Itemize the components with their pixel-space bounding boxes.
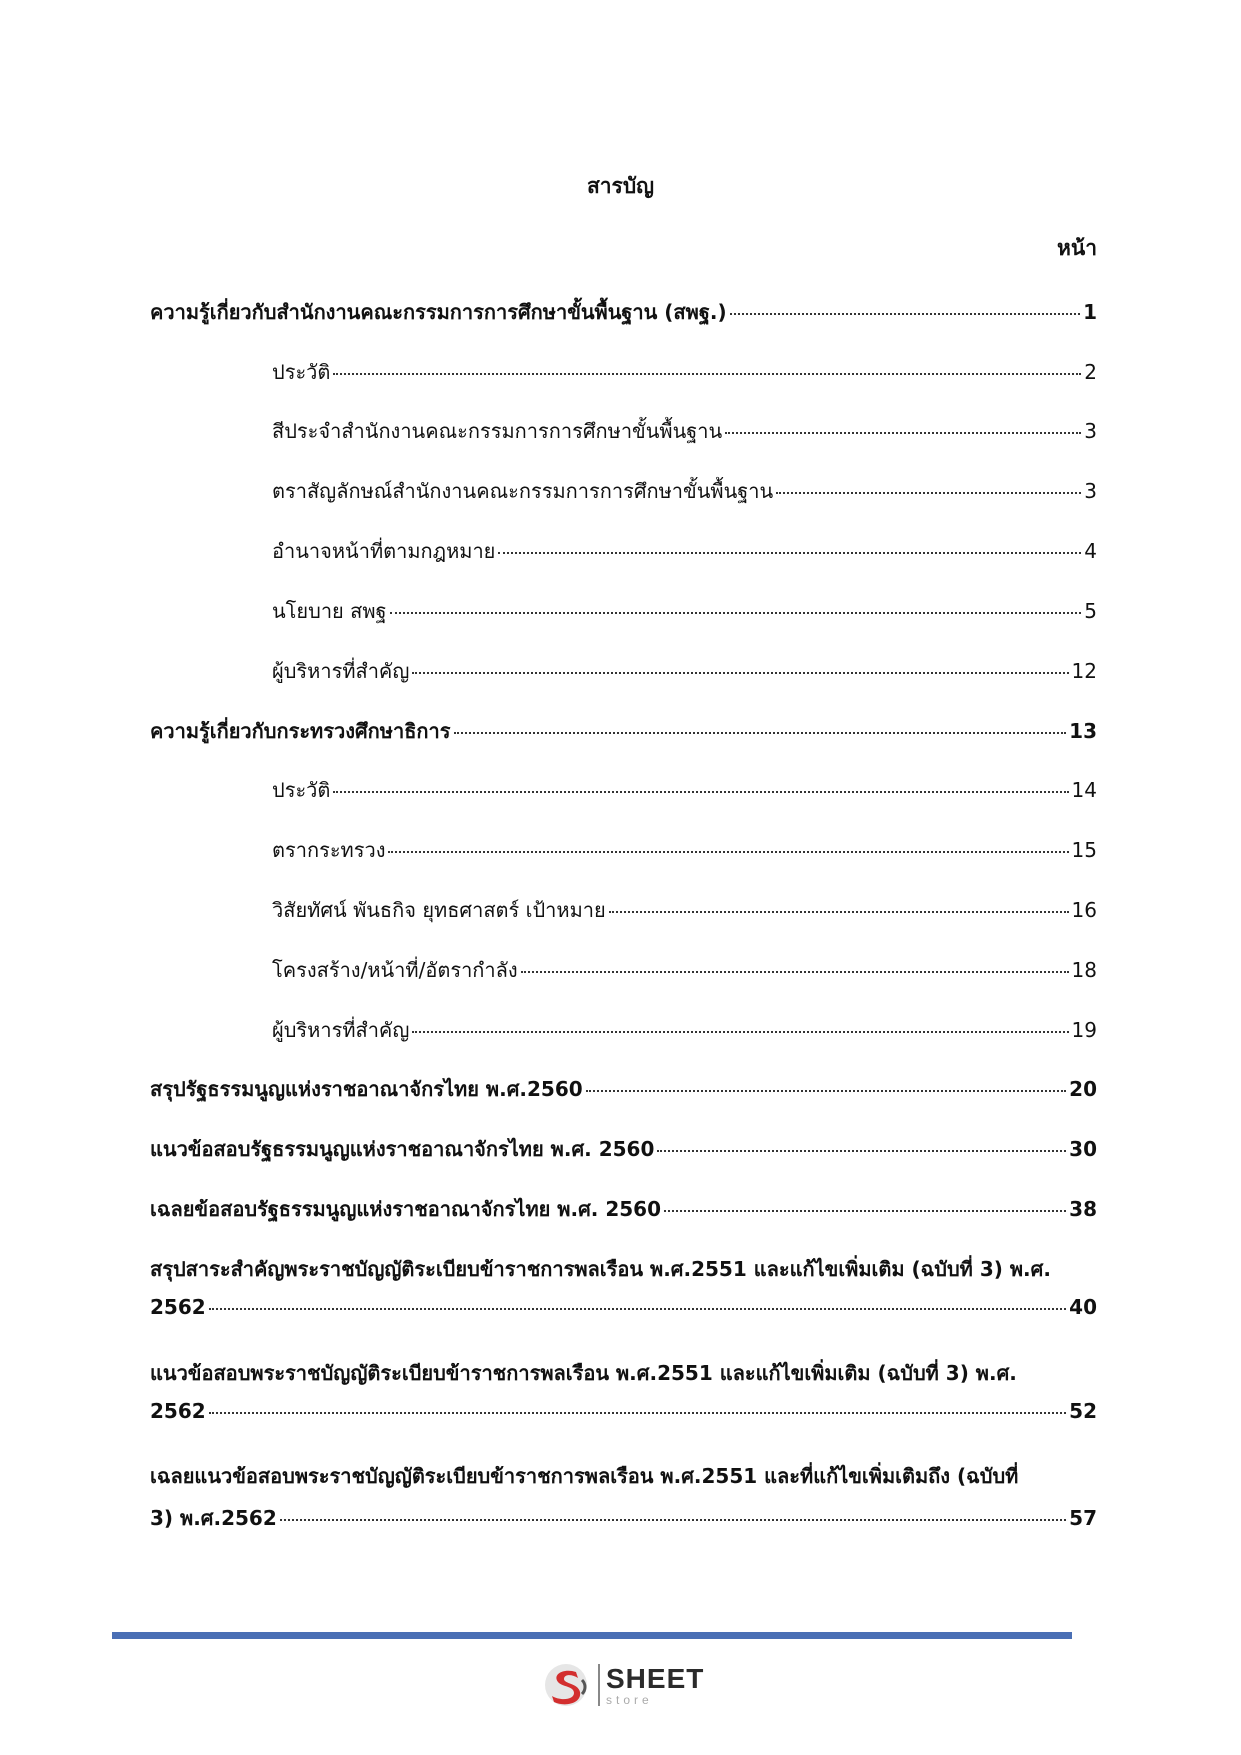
toc-entry-line1[interactable]: แนวข้อสอบพระราชบัญญัติระเบียบข้าราชการพลเรือน พ.ศ.2551 และแก้ไขเพิ่มเติม (ฉบับที่ 3) พ.ศ. <box>150 1361 1017 1385</box>
page-title: สารบัญ <box>586 174 655 198</box>
toc-entry-text: ผู้บริหารที่สำคัญ <box>272 1018 410 1042</box>
toc-entry-text: แนวข้อสอบรัฐธรรมนูญแห่งราชอาณาจักรไทย พ.ศ. 2560 <box>150 1137 655 1161</box>
leader-dots <box>388 850 1068 853</box>
toc-entry-text: 3) พ.ศ.2562 <box>150 1506 277 1530</box>
toc-entry-page: 14 <box>1071 778 1097 802</box>
leader-dots <box>498 551 1081 554</box>
toc-entry-text: ประวัติ <box>272 778 331 802</box>
toc-entry-page: 57 <box>1069 1506 1097 1530</box>
toc-entry-page: 19 <box>1071 1018 1097 1042</box>
toc-entry[interactable] <box>150 296 1097 328</box>
toc-entry-page: 1 <box>1083 300 1097 324</box>
toc-subentry[interactable] <box>272 834 1097 866</box>
sheet-store-logo <box>542 1660 712 1710</box>
toc-entry-page: 40 <box>1069 1295 1097 1319</box>
toc-entry-page: 2 <box>1084 360 1097 384</box>
toc-entry-text: ตรากระทรวง <box>272 838 386 862</box>
toc-subentry[interactable] <box>272 475 1097 507</box>
logo-name: SHEET <box>606 1662 705 1694</box>
toc-entry-page: 18 <box>1071 958 1097 982</box>
toc-entry-page: 20 <box>1069 1077 1097 1101</box>
leader-dots <box>333 790 1068 793</box>
logo-divider <box>598 1664 600 1706</box>
toc-entry-line1[interactable]: เฉลยแนวข้อสอบพระราชบัญญัติระเบียบข้าราชการพลเรือน พ.ศ.2551 และที่แก้ไขเพิ่มเติมถึง (ฉบับที่ <box>150 1464 1019 1488</box>
leader-dots <box>609 910 1069 913</box>
toc-subentry[interactable] <box>272 415 1097 447</box>
toc-entry-page: 12 <box>1071 659 1097 683</box>
leader-dots <box>521 970 1069 973</box>
footer-bar <box>112 1632 1072 1639</box>
toc-entry-text: ตราสัญลักษณ์สำนักงานคณะกรรมการการศึกษาขั้นพื้นฐาน <box>272 479 774 503</box>
toc-entry-text: โครงสร้าง/หน้าที่/อัตรากำลัง <box>272 958 518 982</box>
toc-subentry[interactable] <box>272 1014 1097 1046</box>
leader-dots <box>209 1411 1066 1414</box>
leader-dots <box>454 731 1067 734</box>
toc-subentry[interactable] <box>272 655 1097 687</box>
leader-dots <box>730 312 1080 315</box>
toc-subentry[interactable] <box>272 774 1097 806</box>
sheet-store-logo-mark-icon <box>542 1660 594 1710</box>
toc-entry[interactable] <box>150 1502 1097 1534</box>
leader-dots <box>390 611 1082 614</box>
leader-dots <box>586 1089 1067 1092</box>
toc-entry-text: 2562 <box>150 1295 206 1319</box>
leader-dots <box>657 1149 1066 1152</box>
leader-dots <box>725 431 1081 434</box>
leader-dots <box>412 671 1068 674</box>
toc-subentry[interactable] <box>272 356 1097 388</box>
toc-entry[interactable] <box>150 1399 1097 1423</box>
toc-entry-page: 3 <box>1084 479 1097 503</box>
toc-entry-page: 4 <box>1084 539 1097 563</box>
leader-dots <box>412 1030 1068 1033</box>
toc-entry-text: ความรู้เกี่ยวกับกระทรวงศึกษาธิการ <box>150 719 451 743</box>
page-column-header: หน้า <box>1057 236 1097 260</box>
toc-entry-page: 52 <box>1069 1399 1097 1423</box>
toc-entry-text: ความรู้เกี่ยวกับสำนักงานคณะกรรมการการศึกษาขั้นพื้นฐาน (สพฐ.) <box>150 300 727 324</box>
leader-dots <box>280 1518 1066 1521</box>
leader-dots <box>209 1307 1066 1310</box>
toc-subentry[interactable] <box>272 535 1097 567</box>
leader-dots <box>776 491 1081 494</box>
toc-entry-text: วิสัยทัศน์ พันธกิจ ยุทธศาสตร์ เป้าหมาย <box>272 898 606 922</box>
toc-entry-text: ผู้บริหารที่สำคัญ <box>272 659 410 683</box>
toc-entry-text: สรุปรัฐธรรมนูญแห่งราชอาณาจักรไทย พ.ศ.2560 <box>150 1077 583 1101</box>
leader-dots <box>664 1209 1066 1212</box>
toc-entry-page: 30 <box>1069 1137 1097 1161</box>
toc-entry-text: อำนาจหน้าที่ตามกฎหมาย <box>272 539 496 563</box>
toc-entry-line1[interactable]: สรุปสาระสำคัญพระราชบัญญัติระเบียบข้าราชการพลเรือน พ.ศ.2551 และแก้ไขเพิ่มเติม (ฉบับที่ 3) พ.ศ. <box>150 1257 1051 1281</box>
toc-entry-page: 5 <box>1084 599 1097 623</box>
toc-subentry[interactable] <box>272 894 1097 926</box>
leader-dots <box>333 372 1081 375</box>
toc-entry[interactable] <box>150 715 1097 747</box>
logo-sub: store <box>606 1692 653 1707</box>
toc-entry-page: 16 <box>1071 898 1097 922</box>
toc-entry[interactable] <box>150 1193 1097 1225</box>
toc-entry-page: 13 <box>1069 719 1097 743</box>
toc-entry[interactable] <box>150 1073 1097 1105</box>
toc-entry-text: สีประจำสำนักงานคณะกรรมการการศึกษาขั้นพื้นฐาน <box>272 419 723 443</box>
toc-entry-text: เฉลยข้อสอบรัฐธรรมนูญแห่งราชอาณาจักรไทย พ.ศ. 2560 <box>150 1197 662 1221</box>
toc-entry-page: 3 <box>1084 419 1097 443</box>
toc-entry-text: 2562 <box>150 1399 206 1423</box>
toc-entry[interactable] <box>150 1133 1097 1165</box>
toc-entry-page: 38 <box>1069 1197 1097 1221</box>
toc-subentry[interactable] <box>272 595 1097 627</box>
toc-entry-text: นโยบาย สพฐ <box>272 599 387 623</box>
toc-subentry[interactable] <box>272 954 1097 986</box>
toc-entry-page: 15 <box>1071 838 1097 862</box>
toc-entry[interactable] <box>150 1295 1097 1319</box>
toc-entry-text: ประวัติ <box>272 360 331 384</box>
logo-wordmark <box>606 1662 705 1707</box>
